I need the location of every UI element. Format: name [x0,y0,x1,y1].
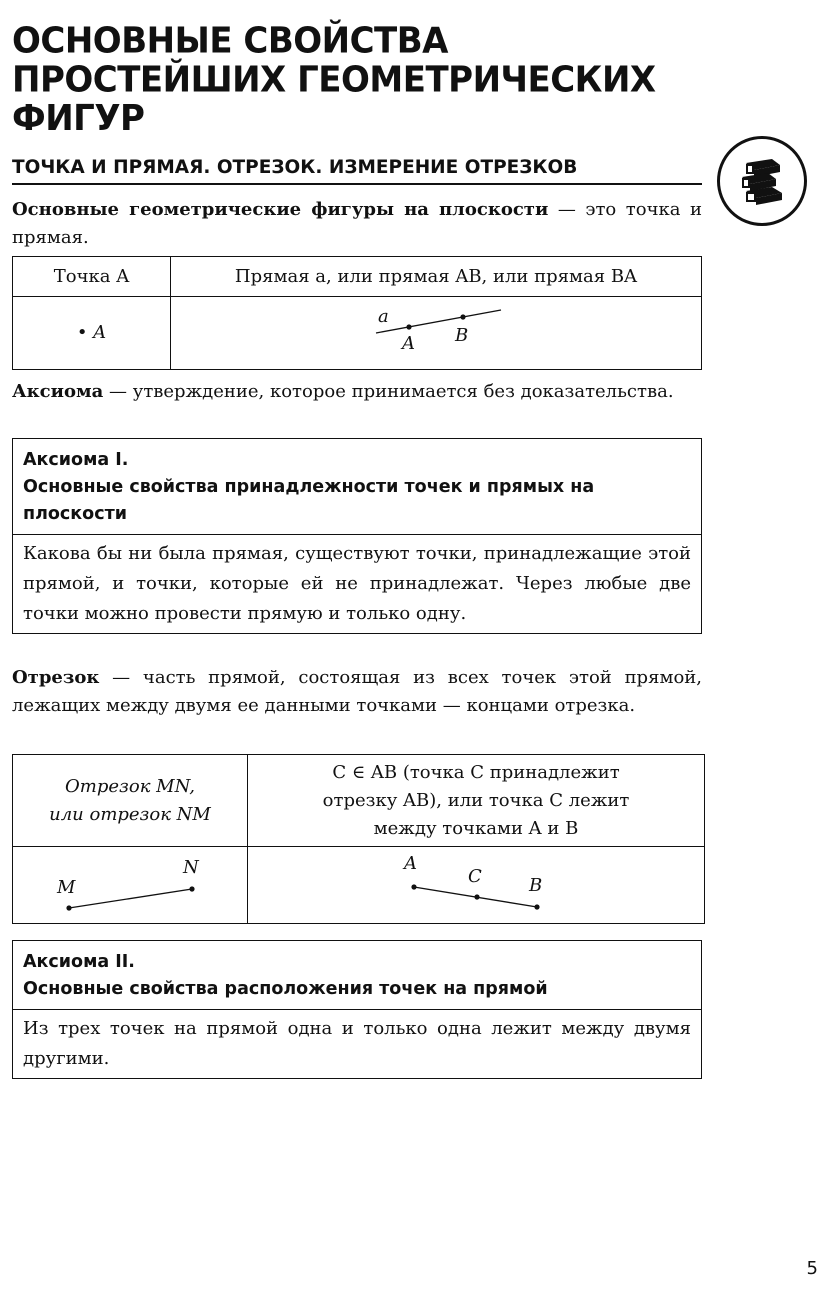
header-point: Точка A [13,257,171,297]
axiom-2-box [12,940,702,1079]
axiom-def-bold: Аксиома [12,381,104,402]
axiom-2-header [13,941,701,1010]
axiom-2-number: Аксиома II. [23,952,135,972]
intro-bold: Основные геометрические фигуры на плоскости [12,199,549,220]
segment-table [12,754,705,924]
header-segment [13,755,248,847]
point-N-dot [189,886,194,891]
header-line: Прямая a, или прямая AB, или прямая BA [171,257,702,297]
axiom-definition [12,378,702,406]
point-label: • A [76,322,107,343]
label-A: A [402,333,415,354]
header-between [248,755,705,847]
intro-paragraph [12,196,702,252]
axiom-2-body: Из трех точек на прямой одна и только одна лежит между двумя другими. [23,1018,691,1069]
header-between-line1: C ∈ AB (точка C принадлежит [332,761,620,783]
segment-definition [12,664,702,720]
segment-MN [69,889,192,908]
cell-segment [13,847,248,924]
line-diagram [171,297,701,369]
label-A-2: A [404,853,417,874]
books-badge [717,136,807,226]
axiom-1-title: Основные свойства принадлежности точек и прямых на плоскости [23,477,595,524]
point-B-dot [460,314,465,319]
segment-def-rest: — часть прямой, состоящая из всех точек этой прямой, лежащих между двумя ее данными точками — концами отрезка. [12,667,702,716]
cell-line [171,297,702,370]
page-title: ОСНОВНЫЕ СВОЙСТВА ПРОСТЕЙШИХ ГЕОМЕТРИЧЕСКИХ ФИГУР [12,19,656,140]
line-a [376,310,501,333]
cell-between [248,847,705,924]
label-N: N [183,857,199,878]
point-M-dot [66,905,71,910]
label-M: M [57,877,76,898]
axiom-1-body: Какова бы ни была прямая, существуют точки, принадлежащие этой прямой, и точки, которые ей не принадлежат. Через любые две точки можно провести прямую и только одну. [23,543,691,624]
section-subtitle: ТОЧКА И ПРЯМАЯ. ОТРЕЗОК. ИЗМЕРЕНИЕ ОТРЕЗКОВ [12,155,702,185]
point-A-dot [406,324,411,329]
label-a: a [378,306,389,327]
axiom-1-number: Аксиома I. [23,450,129,470]
axiom-1-box [12,438,702,634]
point-C-dot [474,894,479,899]
label-C: C [468,866,482,887]
point-A-dot-2 [411,884,416,889]
axiom-def-rest: — утверждение, которое принимается без доказательства. [103,381,674,402]
axiom-1-header [13,439,701,535]
between-diagram [248,847,704,923]
axiom-2-title: Основные свойства расположения точек на прямой [23,979,548,999]
header-between-line3: между точками A и B [373,817,579,839]
label-B-2: B [529,875,543,896]
label-B: B [455,325,469,346]
header-segment-line1: Отрезок MN, [65,775,195,797]
segment-diagram [13,847,247,923]
page-number: 5 [806,1258,818,1279]
cell-point [13,297,171,370]
segment-def-bold: Отрезок [12,667,100,688]
point-line-table [12,256,702,370]
point-B-dot-2 [534,904,539,909]
intro-rest: — это точка и прямая. [12,199,702,248]
header-segment-line2: или отрезок NM [49,803,211,825]
books-icon [738,159,786,205]
header-between-line2: отрезку AB), или точка C лежит [322,789,630,811]
